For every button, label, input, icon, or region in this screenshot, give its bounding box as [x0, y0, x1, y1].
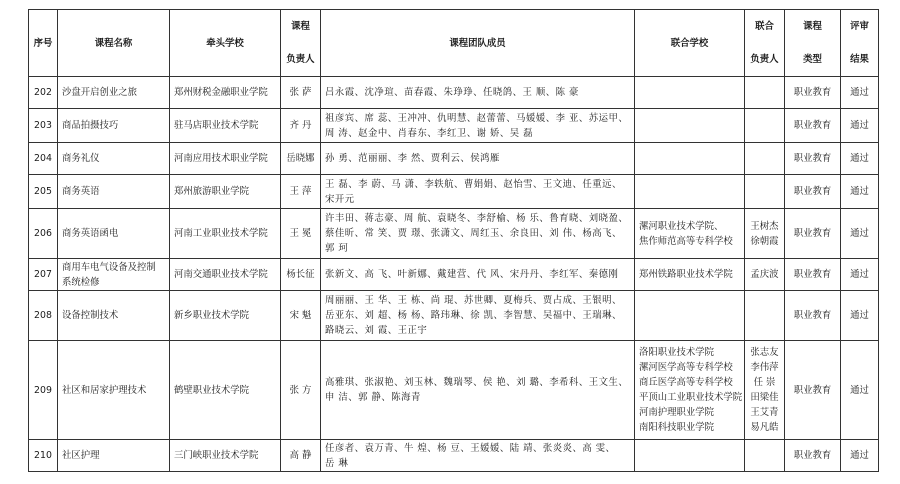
- cell-team-line: 蔡佳昕、常 笑、贾 璟、张潇文、周红玉、余良田、刘 伟、杨高飞、: [325, 228, 622, 239]
- cell-leader: 宋 魁: [281, 291, 321, 341]
- cell-team-line: 周丽丽、王 华、王 栋、尚 琨、苏世卿、夏梅兵、贾占成、王银明、: [325, 295, 622, 306]
- header-row: [29, 10, 879, 77]
- cell-team: [321, 77, 635, 109]
- cell-seq: 202: [29, 77, 58, 109]
- cell-team: [321, 259, 635, 291]
- header-result: 评审 结果: [841, 10, 879, 77]
- cell-team-line: 宋开元: [325, 193, 355, 205]
- cell-team-line: 任彦者、袁万青、牛 煌、杨 豆、王媛媛、陆 靖、张炎炎、高 雯、: [325, 442, 616, 454]
- cell-team-line: 许丰田、蒋志豪、周 航、袁晓冬、李舒榆、杨 乐、鲁育晓、刘晓盈、: [325, 213, 629, 224]
- cell-leader: 王 萍: [281, 175, 321, 209]
- cell-team-line: 孙 勇、范丽丽、李 然、贾利云、侯鸿雁: [325, 153, 500, 164]
- cell-team: [321, 341, 635, 440]
- cell-partner-leader-line: 易凡皓: [750, 422, 779, 433]
- cell-type: 职业教育: [785, 175, 841, 209]
- table-row: [29, 175, 879, 209]
- cell-team: [321, 209, 635, 259]
- cell-course: 社区和居家护理技术: [58, 341, 170, 440]
- cell-team-line: 王 磊、李 蔚、马 潇、李轶航、曹娟娟、赵怡雪、王文迪、任重远、: [325, 178, 622, 190]
- header-partner-school: 联合学校: [635, 10, 745, 77]
- table-row: [29, 209, 879, 259]
- cell-partner-school-line: 河南护理职业学院: [639, 407, 715, 418]
- cell-partner-leader-line: 张志友: [750, 347, 779, 358]
- cell-type: 职业教育: [785, 109, 841, 143]
- header-course: 课程名称: [58, 10, 170, 77]
- table-row: [29, 341, 879, 440]
- cell-course: 社区护理: [58, 440, 170, 472]
- cell-result: 通过: [841, 175, 879, 209]
- cell-partner-school: [635, 143, 745, 175]
- table-row: [29, 291, 879, 341]
- cell-partner-leader-line: 孟庆波: [750, 269, 779, 280]
- cell-partner-school: [635, 440, 745, 472]
- cell-partner-school: [635, 341, 745, 440]
- cell-partner-school: [635, 209, 745, 259]
- cell-course: 商务英语: [58, 175, 170, 209]
- cell-result: 通过: [841, 341, 879, 440]
- cell-team-line: 高雅琪、张淑艳、刘玉林、魏瑞琴、侯 艳、刘 璐、李希科、王文生、: [325, 377, 629, 388]
- cell-seq: 210: [29, 440, 58, 472]
- cell-partner-school: [635, 291, 745, 341]
- cell-partner-school: [635, 175, 745, 209]
- course-table: [28, 9, 879, 472]
- cell-partner-leader: [745, 341, 785, 440]
- cell-seq: 209: [29, 341, 58, 440]
- table-row: [29, 143, 879, 175]
- cell-partner-school-line: 南阳科技职业学院: [639, 422, 715, 433]
- cell-partner-school-line: 漯河职业技术学院、: [639, 220, 724, 232]
- cell-school: 郑州财税金融职业学院: [170, 77, 281, 109]
- cell-seq: 203: [29, 109, 58, 143]
- cell-seq: 206: [29, 209, 58, 259]
- cell-result: 通过: [841, 259, 879, 291]
- cell-type: 职业教育: [785, 440, 841, 472]
- cell-course: 商品拍摄技巧: [58, 109, 170, 143]
- cell-partner-leader: [745, 175, 785, 209]
- cell-team-line: 岳亚东、刘 超、杨 杨、路玮琳、徐 凯、李智慧、吴福中、王瑞琳、: [325, 310, 622, 321]
- cell-seq: 205: [29, 175, 58, 209]
- cell-type: 职业教育: [785, 291, 841, 341]
- cell-school: 驻马店职业技术学院: [170, 109, 281, 143]
- cell-team-line: 张新文、高 飞、叶新娜、戴建营、代 风、宋丹丹、李红军、秦德刚: [325, 269, 619, 280]
- cell-partner-school: [635, 259, 745, 291]
- cell-course: 商务英语函电: [58, 209, 170, 259]
- cell-team-line: 周 涛、赵金中、肖春东、李红卫、谢 娇、吴 磊: [325, 127, 533, 139]
- cell-team-line: 岳 琳: [325, 457, 349, 469]
- cell-partner-leader: [745, 291, 785, 341]
- cell-team-line: 郭 珂: [325, 243, 349, 254]
- cell-partner-leader-line: 任 崇: [753, 377, 776, 388]
- cell-leader: 岳晓娜: [281, 143, 321, 175]
- cell-partner-leader: [745, 259, 785, 291]
- cell-course: 沙盘开启创业之旅: [58, 77, 170, 109]
- cell-partner-leader-line: 王树杰: [750, 220, 779, 232]
- cell-school: 三门峡职业技术学院: [170, 440, 281, 472]
- cell-partner-leader-line: 李伟萍: [750, 362, 779, 373]
- cell-partner-leader-line: 田梁佳: [750, 392, 779, 403]
- cell-type: 职业教育: [785, 77, 841, 109]
- cell-partner-school-line: 商丘医学高等专科学校: [639, 377, 733, 388]
- cell-team-line: 路晓云、刘 霞、王正宇: [325, 325, 428, 336]
- cell-partner-school-line: 郑州铁路职业技术学院: [639, 269, 733, 280]
- header-type: 课程 类型: [785, 10, 841, 77]
- cell-type: 职业教育: [785, 143, 841, 175]
- cell-type: 职业教育: [785, 259, 841, 291]
- cell-partner-school: [635, 77, 745, 109]
- table-row: [29, 109, 879, 143]
- cell-seq: 204: [29, 143, 58, 175]
- cell-leader: 杨长征: [281, 259, 321, 291]
- cell-partner-school-line: 漯河医学高等专科学校: [639, 362, 733, 373]
- cell-course: 设备控制技术: [58, 291, 170, 341]
- cell-team: [321, 175, 635, 209]
- cell-partner-school-line: 平顶山工业职业技术学院: [639, 392, 743, 403]
- cell-team: [321, 143, 635, 175]
- cell-school: 新乡职业技术学院: [170, 291, 281, 341]
- table-row: [29, 77, 879, 109]
- header-leader: 课程 负责人: [281, 10, 321, 77]
- cell-team-line: 祖彦宾、席 蕊、王冲冲、仇明慧、赵蕾蕾、马媛媛、李 亚、苏运甲、: [325, 112, 629, 124]
- cell-team: [321, 440, 635, 472]
- cell-leader: 张 方: [281, 341, 321, 440]
- cell-team-line: 吕永霞、沈净瑄、苗春霞、朱琤琤、任晓鸽、王 顺、陈 豪: [325, 87, 579, 98]
- cell-school: 郑州旅游职业学院: [170, 175, 281, 209]
- header-team: 课程团队成员: [321, 10, 635, 77]
- table-row: [29, 259, 879, 291]
- table-row: [29, 440, 879, 472]
- cell-partner-school: [635, 109, 745, 143]
- cell-partner-leader: [745, 440, 785, 472]
- cell-partner-leader: [745, 209, 785, 259]
- cell-type: 职业教育: [785, 209, 841, 259]
- cell-school: 河南交通职业技术学院: [170, 259, 281, 291]
- cell-partner-leader: [745, 143, 785, 175]
- header-seq: 序号: [29, 10, 58, 77]
- cell-partner-leader: [745, 109, 785, 143]
- cell-leader: 高 静: [281, 440, 321, 472]
- cell-team: [321, 109, 635, 143]
- cell-leader: 齐 丹: [281, 109, 321, 143]
- cell-seq: 207: [29, 259, 58, 291]
- cell-team-line: 申 洁、郭 静、陈海青: [325, 392, 421, 403]
- cell-result: 通过: [841, 291, 879, 341]
- cell-school: 鹤壁职业技术学院: [170, 341, 281, 440]
- cell-partner-leader: [745, 77, 785, 109]
- cell-result: 通过: [841, 440, 879, 472]
- cell-school: 河南工业职业技术学院: [170, 209, 281, 259]
- header-school: 牵头学校: [170, 10, 281, 77]
- cell-team: [321, 291, 635, 341]
- cell-partner-leader-line: 徐朝霞: [750, 235, 779, 247]
- cell-leader: 王 冕: [281, 209, 321, 259]
- cell-result: 通过: [841, 77, 879, 109]
- cell-result: 通过: [841, 109, 879, 143]
- cell-type: 职业教育: [785, 341, 841, 440]
- cell-result: 通过: [841, 143, 879, 175]
- cell-leader: 张 萨: [281, 77, 321, 109]
- cell-partner-school-line: 焦作师范高等专科学校: [639, 235, 733, 247]
- header-partner-leader: 联合 负责人: [745, 10, 785, 77]
- cell-partner-leader-line: 王艾青: [750, 407, 779, 418]
- cell-course: 商务礼仪: [58, 143, 170, 175]
- cell-partner-school-line: 洛阳职业技术学院: [639, 347, 715, 358]
- cell-school: 河南应用技术职业学院: [170, 143, 281, 175]
- cell-seq: 208: [29, 291, 58, 341]
- cell-result: 通过: [841, 209, 879, 259]
- cell-course: 商用车电气设备及控制系统检修: [58, 259, 170, 291]
